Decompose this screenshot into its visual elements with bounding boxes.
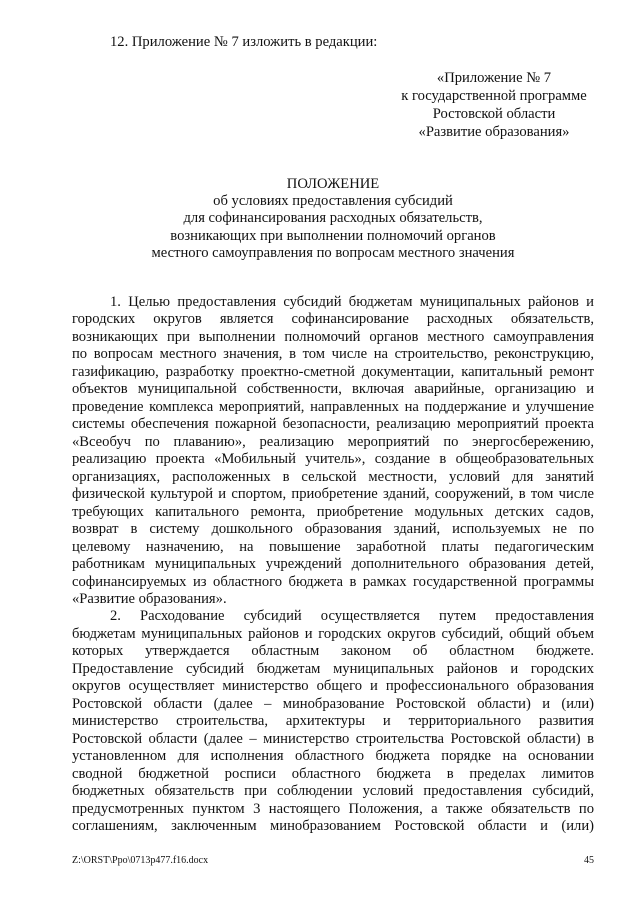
- title-line: возникающих при выполнении полномочий органов: [170, 228, 496, 244]
- text-line: возникающих при выполнении полномочий органов местного самоуправления: [72, 329, 594, 345]
- text-line: установленном для исполнения областного бюджета порядке на основании: [72, 748, 594, 764]
- title-line: об условиях предоставления субсидий: [213, 193, 453, 209]
- title-line: для софинансирования расходных обязательств,: [183, 210, 483, 226]
- text-line: 2. Расходование субсидий осуществляется путем предоставления: [110, 608, 594, 624]
- appendix-line: к государственной программе: [401, 88, 587, 104]
- footer-page-number: 45: [584, 855, 594, 866]
- text-line: бюджетных обязательств при соблюдении условий предоставления субсидий,: [72, 783, 594, 799]
- text-line: городских округов является софинансирование расходных обязательств,: [72, 311, 594, 327]
- text-line: газификацию, разработку проектно-сметной документации, капитальный ремонт: [72, 364, 594, 380]
- text-line: софинансируемых из областного бюджета в рамках государственной программы: [72, 574, 594, 590]
- text-line: требующих капитального ремонта, приобретение модульных детских садов,: [72, 504, 594, 520]
- text-line: предусмотренных пунктом 3 настоящего Положения, а также обязательств по: [72, 801, 594, 817]
- text-line: Предоставление субсидий бюджетам муниципальных районов и городских: [72, 661, 594, 677]
- text-line: 1. Целью предоставления субсидий бюджетам муниципальных районов и: [110, 294, 594, 310]
- title-heading: ПОЛОЖЕНИЕ: [286, 176, 380, 192]
- text-line: «Развитие образования».: [72, 591, 227, 607]
- text-line: проведение комплекса мероприятий, направленных на поддержание и улучшение: [72, 399, 594, 415]
- text-line: объектов муниципальной собственности, включая аварийные, организацию и: [72, 381, 594, 397]
- text-line: соглашениям, заключенным минобразованием Ростовской области и (или): [72, 818, 594, 834]
- text-line: системы обеспечения пожарной безопасности, реализацию мероприятий проекта: [72, 416, 594, 432]
- text-line: министерство строительства, архитектуры и территориального развития: [72, 713, 594, 729]
- title-line: местного самоуправления по вопросам местного значения: [151, 245, 515, 261]
- footer-file-path: Z:\ORST\Ppo\0713p477.f16.docx: [72, 855, 209, 866]
- text-line: Ростовской области (далее – минобразование Ростовской области) и (или): [72, 696, 594, 712]
- text-line: целевому назначению, на повышение заработной платы педагогическим: [72, 539, 594, 555]
- text-line: округов осуществляет министерство общего и профессионального образования: [72, 678, 594, 694]
- appendix-line: Ростовской области: [432, 106, 556, 122]
- text-line: физической культурой и спортом, приобретение зданий, сооружений, в том числе: [72, 486, 594, 502]
- appendix-line: «Приложение № 7: [436, 70, 552, 86]
- text-line: «Всеобуч по плаванию», реализацию мероприятий по энергосбережению,: [72, 434, 594, 450]
- text-line: организациях, расположенных в сельской местности, условий для занятий: [72, 469, 594, 485]
- text-line: Ростовской области (далее – министерство строительства Ростовской области) в: [72, 731, 594, 747]
- text-line: бюджетам муниципальных районов и городских округов субсидий, общий объем: [72, 626, 594, 642]
- text-line: по вопросам местного значения, в том числе на строительство, реконструкцию,: [72, 346, 594, 362]
- text-line: которых утверждается областным законом об областном бюджете.: [72, 643, 594, 659]
- text-line: сводной бюджетной росписи областного бюджета в пределах лимитов: [72, 766, 594, 782]
- text-line: реализацию проекта «Мобильный учитель», создание в общеобразовательных: [72, 451, 594, 467]
- text-line: возврат в систему дошкольного образования зданий, используемых не по: [72, 521, 594, 537]
- text-line: работникам муниципальных учреждений дополнительного образования детей,: [72, 556, 594, 572]
- appendix-line: «Развитие образования»: [418, 124, 570, 140]
- intro-line: 12. Приложение № 7 изложить в редакции:: [110, 34, 378, 50]
